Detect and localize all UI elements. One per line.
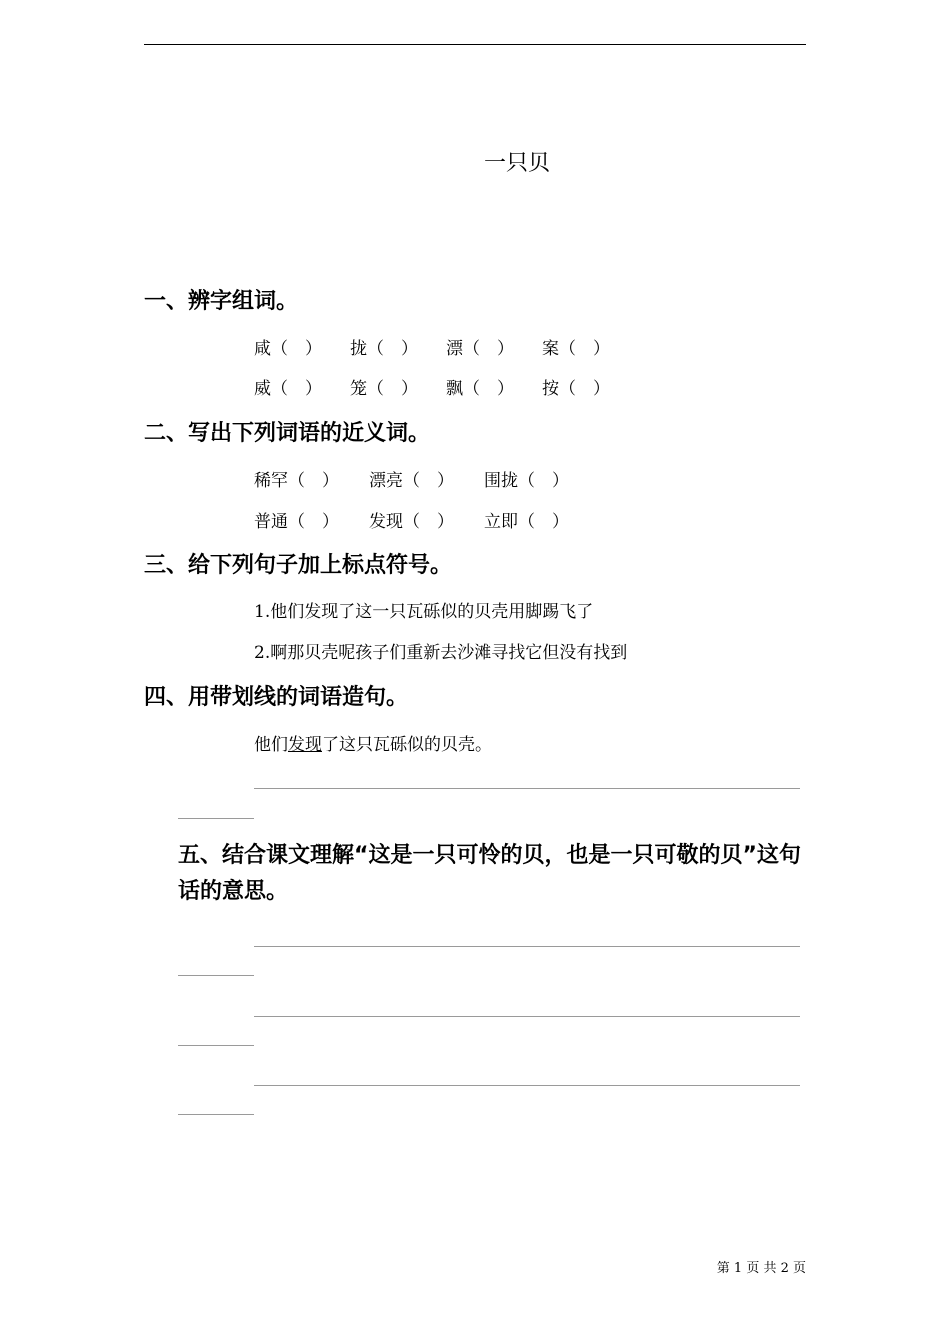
word-item: 咸（ ）	[254, 339, 322, 359]
section-5-heading: 五、结合课文理解“这是一只可怜的贝，也是一只可敬的贝”这句话的意思。	[178, 843, 801, 904]
page-title: 一只贝	[483, 151, 550, 176]
answer-line[interactable]	[178, 818, 254, 819]
word-item: 笼（ ）	[350, 379, 418, 399]
answer-line[interactable]	[254, 1085, 800, 1086]
section-1-heading: 一、辨字组词。	[144, 289, 299, 314]
section-2-heading: 二、写出下列词语的近义词。	[144, 421, 431, 446]
word-item: 围拢（ ）	[484, 471, 569, 491]
page-footer: 第 1 页 共 2 页	[716, 1261, 806, 1276]
word-item: 发现（ ）	[369, 512, 454, 532]
word-item: 飘（ ）	[446, 379, 514, 399]
word-item: 威（ ）	[254, 379, 322, 399]
word-item: 按（ ）	[542, 379, 610, 399]
answer-line[interactable]	[178, 975, 254, 976]
answer-line[interactable]	[254, 788, 800, 789]
example-sentence	[254, 730, 492, 755]
word-item: 立即（ ）	[484, 512, 569, 532]
sentence-1: 1.他们发现了这一只瓦砾似的贝壳用脚踢飞了	[254, 602, 594, 622]
example-pre: 他们	[254, 735, 288, 755]
example-post: 了这只瓦砾似的贝壳。	[322, 735, 492, 755]
section-4-heading: 四、用带划线的词语造句。	[144, 685, 409, 710]
word-item: 普通（ ）	[254, 512, 339, 532]
word-item: 漂（ ）	[446, 339, 514, 359]
answer-line[interactable]	[254, 946, 800, 947]
underlined-word: 发现	[288, 735, 322, 755]
section-3-heading: 三、给下列句子加上标点符号。	[144, 553, 453, 578]
word-item: 案（ ）	[542, 339, 610, 359]
answer-line[interactable]	[254, 1016, 800, 1017]
sentence-2: 2.啊那贝壳呢孩子们重新去沙滩寻找它但没有找到	[254, 643, 628, 663]
header-rule	[144, 44, 806, 45]
word-item: 拢（ ）	[350, 339, 418, 359]
answer-line[interactable]	[178, 1045, 254, 1046]
answer-line[interactable]	[178, 1114, 254, 1115]
word-item: 稀罕（ ）	[254, 471, 339, 491]
word-item: 漂亮（ ）	[369, 471, 454, 491]
